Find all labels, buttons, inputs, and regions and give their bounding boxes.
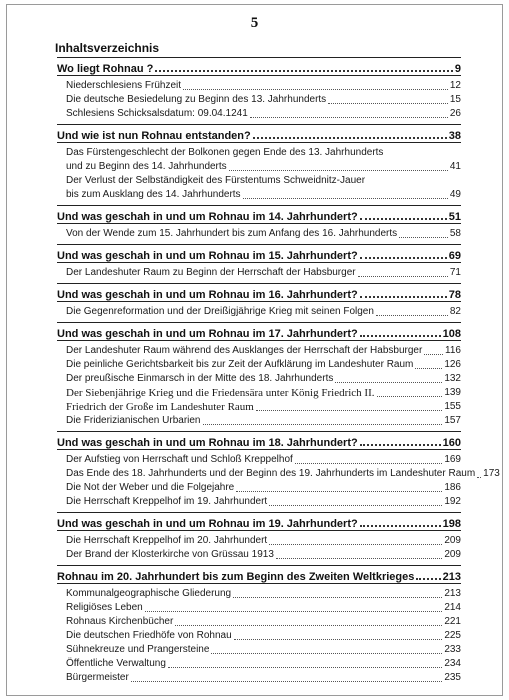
toc-entry-page-number: 139 (444, 387, 461, 398)
toc-entry (66, 305, 461, 319)
dot-leader (360, 525, 441, 527)
toc-entry-page-number: 41 (449, 161, 461, 172)
toc-entry-title: Die Not der Weber und die Folgejahre (66, 482, 235, 493)
toc-entry-page-number: 126 (444, 359, 461, 370)
toc-entry (66, 386, 461, 400)
dot-leader (399, 237, 448, 238)
section-title: Und wie ist nun Rohnau entstanden? (57, 130, 251, 142)
toc-heading: Inhaltsverzeichnis (55, 41, 160, 55)
toc-entry (66, 107, 461, 121)
toc-section (57, 322, 461, 431)
toc-entry-list (57, 583, 461, 688)
toc-entry-title: Der Siebenjährige Krieg und die Friedensära unter König Friedrich II. (66, 387, 375, 399)
toc-entry-page-number: 157 (444, 415, 461, 426)
dot-leader (229, 170, 448, 171)
toc-entry-page-number: 234 (444, 658, 461, 669)
toc-entry-title: Die deutsche Besiedelung zu Beginn des 13. Jahrhunderts (66, 94, 327, 105)
toc-entry-page-number: 233 (444, 644, 461, 655)
toc-entry (66, 467, 500, 481)
toc-section (57, 124, 461, 205)
toc-entry (66, 358, 461, 372)
toc-entry-title: Friedrich der Große im Landeshuter Raum (66, 401, 254, 413)
toc-entry (66, 643, 461, 657)
toc-entry-title: Der Aufstieg von Herrschaft und Schloß Kreppelhof (66, 454, 293, 465)
dot-leader (328, 103, 448, 104)
toc-entry (66, 453, 461, 467)
page-number: 5 (250, 15, 259, 31)
section-title: Rohnau im 20. Jahrhundert bis zum Beginn des Zweiten Weltkrieges (57, 571, 415, 583)
toc-entry-page-number: 214 (444, 602, 461, 613)
dot-leader (168, 667, 442, 668)
dot-leader (250, 117, 448, 118)
toc-entry-page-number: 209 (444, 549, 461, 560)
dot-leader (276, 558, 442, 559)
toc-section (57, 283, 461, 322)
section-title: Wo liegt Rohnau ? (57, 63, 154, 75)
dot-leader (269, 544, 442, 545)
toc-entry (66, 657, 461, 671)
toc-entry (66, 372, 461, 386)
toc-section-heading (57, 323, 461, 340)
toc-entry (66, 160, 461, 174)
dot-leader (253, 137, 447, 139)
toc-entry-title: Von der Wende zum 15. Jahrhundert bis zum Anfang des 16. Jahrhunderts (66, 228, 398, 239)
dot-leader (183, 89, 448, 90)
section-title: Und was geschah in und um Rohnau im 19. Jahrhundert? (57, 518, 358, 530)
toc-entry-title: Bürgermeister (66, 672, 129, 683)
toc-entry-title: Die Herrschaft Kreppelhof im 19. Jahrhundert (66, 496, 268, 507)
toc-entry-page-number: 132 (444, 373, 461, 384)
toc-entry-page-number: 221 (444, 616, 461, 627)
toc-entry-title: Schlesiens Schicksalsdatum: 09.04.1241 (66, 108, 248, 119)
toc-entry (66, 534, 461, 548)
toc-entry-title: Religiöses Leben (66, 602, 143, 613)
toc-entry (66, 400, 461, 414)
toc-entry-list (57, 530, 461, 565)
dot-leader (233, 597, 442, 598)
section-page-number: 108 (442, 328, 461, 340)
toc-entry-lead-line: Der Verlust der Selbständigkeit des Fürstentums Schweidnitz-Jauer (66, 175, 366, 186)
toc-section-heading (57, 284, 461, 301)
toc-entry-title: Die Friderizianischen Urbarien (66, 415, 201, 426)
toc-entry-page-number: 155 (444, 401, 461, 412)
toc-section (57, 431, 500, 512)
dot-leader (269, 505, 442, 506)
toc-section-heading (57, 58, 461, 75)
toc-entry-page-number: 49 (449, 189, 461, 200)
toc-section-heading (57, 513, 461, 530)
toc-entry-list (57, 340, 461, 431)
section-page-number: 38 (448, 130, 461, 142)
section-title: Und was geschah in und um Rohnau im 14. Jahrhundert? (57, 211, 358, 223)
toc-entry-page-number: 15 (449, 94, 461, 105)
dot-leader (203, 424, 443, 425)
toc-entry-title: Der Landeshuter Raum während des Ausklanges der Herrschaft der Habsburger (66, 345, 423, 356)
dot-leader (376, 315, 448, 316)
toc-entry-title: Der Brand der Klosterkirche von Grüssau 1913 (66, 549, 274, 560)
dot-leader (358, 276, 448, 277)
section-page-number: 213 (442, 571, 461, 583)
toc-entry-page-number: 213 (444, 588, 461, 599)
dot-leader (335, 382, 442, 383)
section-title: Und was geschah in und um Rohnau im 18. Jahrhundert? (57, 437, 358, 449)
toc-entry-page-number: 225 (444, 630, 461, 641)
toc-entry-title: Die peinliche Gerichtsbarkeit bis zur Zeit der Aufklärung im Landeshuter Raum (66, 359, 414, 370)
toc-entry (66, 227, 461, 241)
section-page-number: 160 (442, 437, 461, 449)
toc-entry-page-number: 209 (444, 535, 461, 546)
dot-leader (145, 611, 443, 612)
toc-entry-page-number: 186 (444, 482, 461, 493)
dot-leader (424, 354, 443, 355)
dot-leader (211, 653, 442, 654)
toc-entry-list (57, 262, 461, 283)
toc-section (57, 205, 461, 244)
toc-entry-list (57, 142, 461, 205)
toc-entry-page-number: 169 (444, 454, 461, 465)
dot-leader (236, 491, 442, 492)
toc-section-heading (57, 125, 461, 142)
toc-entry-title: Der Landeshuter Raum zu Beginn der Herrschaft der Habsburger (66, 267, 356, 278)
section-title: Und was geschah in und um Rohnau im 15. Jahrhundert? (57, 250, 358, 262)
toc-entry-page-number: 116 (445, 345, 461, 356)
toc-entry-list (57, 301, 461, 322)
toc-entry-title: Öffentliche Verwaltung (66, 658, 166, 669)
section-title: Und was geschah in und um Rohnau im 17. Jahrhundert? (57, 328, 358, 340)
toc-entry-title: Niederschlesiens Frühzeit (66, 80, 182, 91)
toc-entry (66, 495, 461, 509)
toc-entry (66, 344, 461, 358)
toc-entry (66, 671, 461, 685)
toc-entry-list (57, 449, 500, 512)
toc-entry (66, 93, 461, 107)
section-title: Und was geschah in und um Rohnau im 16. Jahrhundert? (57, 289, 358, 301)
toc-section-heading (57, 432, 461, 449)
toc-entry-page-number: 26 (449, 108, 461, 119)
dot-leader (360, 257, 447, 259)
toc-entry-title: Der preußische Einmarsch in der Mitte des 18. Jahrhunderts (66, 373, 334, 384)
toc-entry-title: Die Herrschaft Kreppelhof im 20. Jahrhundert (66, 535, 268, 546)
toc-section-heading (57, 245, 461, 262)
toc-entry-page-number: 173 (483, 468, 500, 479)
dot-leader (234, 639, 443, 640)
toc-entry-title: Sühnekreuze und Prangersteine (66, 644, 210, 655)
toc-entry-title: und zu Beginn des 14. Jahrhunderts (66, 161, 227, 172)
toc-section (57, 57, 461, 124)
toc-section (57, 512, 461, 565)
toc-entry-lead-line: Das Fürstengeschlecht der Bolkonen gegen Ende des 13. Jahrhunderts (66, 147, 384, 158)
dot-leader (360, 218, 447, 220)
document-page (6, 4, 503, 696)
section-page-number: 51 (448, 211, 461, 223)
toc-entry (66, 481, 461, 495)
toc-entry (66, 266, 461, 280)
dot-leader (295, 463, 443, 464)
toc-entry-title: Die deutschen Friedhöfe von Rohnau (66, 630, 232, 641)
toc-entry-title: Die Gegenreformation und der Dreißigjährige Krieg mit seinen Folgen (66, 306, 374, 317)
toc-entry (66, 615, 461, 629)
toc-section-heading (57, 566, 461, 583)
toc-section (57, 244, 461, 283)
dot-leader (415, 368, 442, 369)
dot-leader (175, 625, 442, 626)
dot-leader (360, 444, 441, 446)
toc-entry-page-number: 235 (444, 672, 461, 683)
section-page-number: 9 (454, 63, 461, 75)
dot-leader (416, 578, 440, 580)
dot-leader (131, 681, 443, 682)
toc-entry-page-number: 71 (449, 267, 461, 278)
toc-entry-list (57, 75, 461, 124)
toc-entry (66, 79, 461, 93)
toc-entry-title: Rohnaus Kirchenbücher (66, 616, 174, 627)
dot-leader (377, 396, 443, 397)
toc-entry-page-number: 58 (449, 228, 461, 239)
toc-entry-list (57, 223, 461, 244)
toc-entry (66, 548, 461, 562)
toc-entry (66, 414, 461, 428)
toc-entry-title: Das Ende des 18. Jahrhunderts und der Beginn des 19. Jahrhunderts im Landeshuter Raum (66, 468, 476, 479)
toc-entry (66, 629, 461, 643)
toc-entry-title: bis zum Ausklang des 14. Jahrhunderts (66, 189, 241, 200)
dot-leader (360, 335, 441, 337)
section-page-number: 69 (448, 250, 461, 262)
toc-entry (66, 587, 461, 601)
toc-entry (66, 188, 461, 202)
toc-entry-page-number: 12 (449, 80, 461, 91)
dot-leader (155, 70, 453, 72)
dot-leader (477, 477, 481, 478)
toc-entry-page-number: 82 (449, 306, 461, 317)
table-of-contents (57, 57, 500, 688)
dot-leader (360, 296, 447, 298)
toc-entry-title: Kommunalgeographische Gliederung (66, 588, 232, 599)
toc-section (57, 565, 461, 688)
toc-entry-page-number: 192 (444, 496, 461, 507)
toc-entry (66, 601, 461, 615)
dot-leader (256, 410, 442, 411)
dot-leader (243, 198, 448, 199)
section-page-number: 78 (448, 289, 461, 301)
toc-section-heading (57, 206, 461, 223)
section-page-number: 198 (442, 518, 461, 530)
